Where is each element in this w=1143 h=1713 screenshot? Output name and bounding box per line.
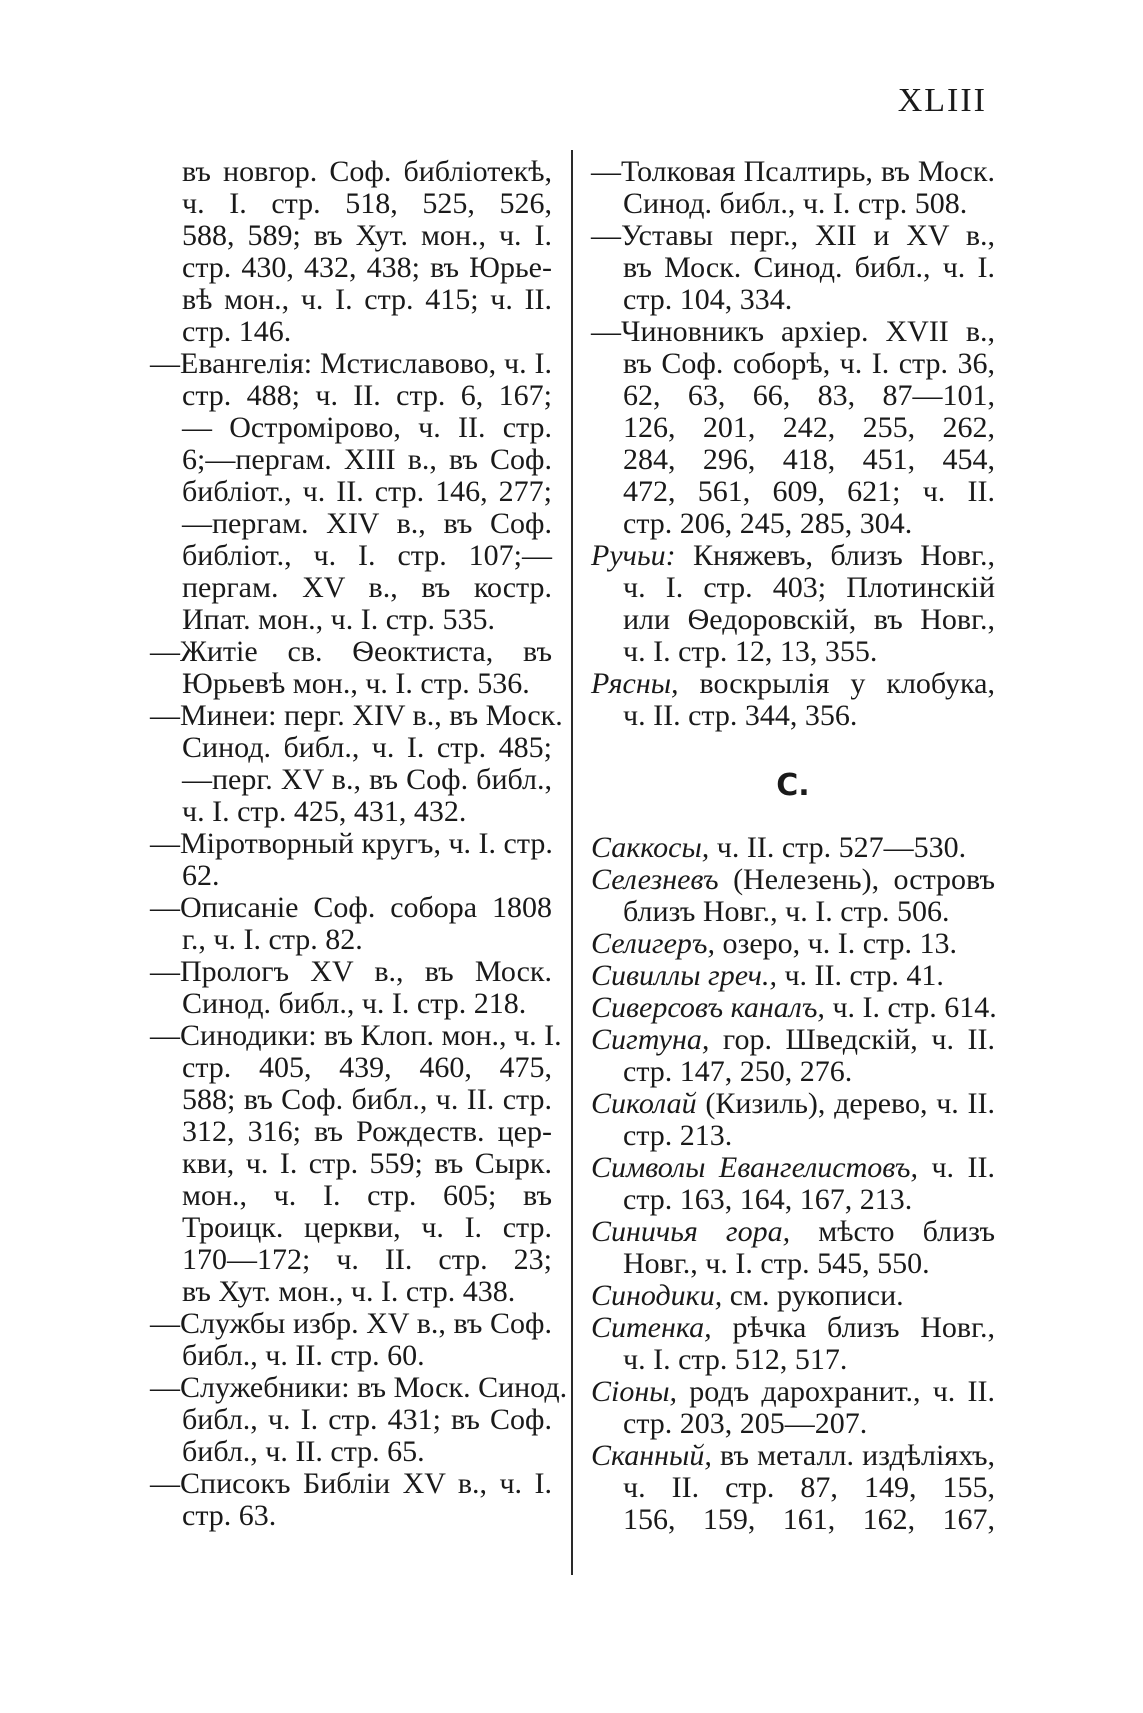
index-line: Синодики, см. рукописи.: [591, 1279, 904, 1312]
index-line: библ., ч. I. стр. 431; въ Соф.: [182, 1403, 552, 1436]
index-line: стр. 405, 439, 460, 475,: [182, 1051, 552, 1084]
index-line: ч. I. стр. 512, 517.: [623, 1343, 848, 1376]
section-letter-heading: С.: [776, 768, 810, 803]
index-line: —Описаніе Соф. собора 1808: [150, 891, 552, 924]
index-line: стр. 203, 205—207.: [623, 1407, 868, 1440]
index-line: библіот., ч. II. стр. 146, 277;: [182, 475, 552, 508]
index-line: —Міротворный кругъ, ч. I. стр.: [150, 827, 553, 860]
index-line: г., ч. I. стр. 82.: [182, 923, 363, 956]
index-line: въ Соф. соборѣ, ч. I. стр. 36,: [623, 347, 995, 380]
index-line: 284, 296, 418, 451, 454,: [623, 443, 995, 476]
index-line: стр. 163, 164, 167, 213.: [623, 1183, 913, 1216]
index-line: вѣ мон., ч. I. стр. 415; ч. II.: [182, 283, 552, 316]
index-line: Синод. библ., ч. I. стр. 218.: [182, 987, 527, 1020]
left-column: [150, 155, 568, 1532]
index-line: Сканный, въ металл. издѣліяхъ,: [591, 1439, 995, 1472]
index-line: ч. II. стр. 87, 149, 155,: [623, 1471, 995, 1504]
index-line: Селигеръ, озеро, ч. I. стр. 13.: [591, 927, 958, 960]
index-line: кви, ч. I. стр. 559; въ Сырк.: [182, 1147, 552, 1180]
index-line: Сіоны, родъ дарохранит., ч. II.: [591, 1375, 995, 1408]
index-line: стр. 146.: [182, 315, 292, 348]
index-line: 588; въ Соф. библ., ч. II. стр.: [182, 1083, 552, 1116]
right-column: [591, 156, 995, 1536]
index-line: Селезневъ (Нелезень), островъ: [591, 863, 995, 896]
index-line: —перг. XV в., въ Соф. библ.,: [182, 763, 552, 796]
right-column-entries-r: [591, 156, 995, 732]
page-number: XLIII: [897, 82, 987, 119]
index-line: библ., ч. II. стр. 65.: [182, 1435, 425, 1468]
index-line: —Служебники: въ Моск. Синод.: [150, 1371, 568, 1404]
index-line: Ипат. мон., ч. I. стр. 535.: [182, 603, 496, 636]
index-line: Синод. библ., ч. I. стр. 485;: [182, 731, 552, 764]
index-line: — Остромірово, ч. II. стр.: [182, 411, 552, 444]
index-line: стр. 63.: [182, 1499, 277, 1532]
index-line: мон., ч. I. стр. 605; въ: [182, 1179, 552, 1212]
index-line: Троицк. церкви, ч. I. стр.: [182, 1211, 552, 1244]
index-line: —Минеи: перг. XIV в., въ Моск.: [150, 699, 563, 732]
index-line: пергам. XV в., въ костр.: [182, 571, 552, 604]
index-line: библіот., ч. I. стр. 107;—: [182, 539, 552, 572]
index-line: 126, 201, 242, 255, 262,: [623, 411, 995, 444]
index-line: стр. 147, 250, 276.: [623, 1055, 853, 1088]
right-column-entries-s: [591, 832, 995, 1536]
index-line: Юрьевѣ мон., ч. I. стр. 536.: [182, 667, 530, 700]
index-line: Сиколай (Кизиль), дерево, ч. II.: [591, 1087, 995, 1120]
index-line: стр. 104, 334.: [623, 283, 793, 316]
index-line: Сигтуна, гор. Шведскій, ч. II.: [591, 1023, 995, 1056]
index-line: ч. II. стр. 344, 356.: [623, 699, 858, 732]
index-line: —Синодики: въ Клоп. мон., ч. I.: [150, 1019, 562, 1052]
index-line: 472, 561, 609, 621; ч. II.: [623, 475, 995, 508]
index-line: ч. I. стр. 425, 431, 432.: [182, 795, 467, 828]
index-line: 62, 63, 66, 83, 87—101,: [623, 379, 995, 412]
index-line: въ Моск. Синод. библ., ч. I.: [623, 251, 995, 284]
index-line: —пергам. XIV в., въ Соф.: [182, 507, 552, 540]
index-line: —Чиновникъ архіер. XVII в.,: [591, 315, 995, 348]
index-line: —Толковая Псалтирь, въ Моск.: [591, 155, 995, 188]
index-line: —Службы избр. XV в., въ Соф.: [150, 1307, 552, 1340]
index-line: ч. I. стр. 518, 525, 526,: [182, 187, 552, 220]
index-line: или Ѳедоровскій, въ Новг.,: [623, 603, 995, 636]
index-line: 156, 159, 161, 162, 167,: [623, 1503, 995, 1536]
index-line: Саккосы, ч. II. стр. 527—530.: [591, 831, 967, 864]
index-line: стр. 206, 245, 285, 304.: [623, 507, 913, 540]
index-line: —Уставы перг., XII и XV в.,: [591, 219, 995, 252]
index-line: 6;—пергам. XIII в., въ Соф.: [182, 443, 552, 476]
index-line: ч. I. стр. 403; Плотинскій: [623, 571, 995, 604]
index-line: въ новгор. Соф. библіотекѣ,: [182, 155, 552, 188]
index-line: —Прологъ XV в., въ Моск.: [150, 955, 552, 988]
index-line: —Житіе св. Ѳеоктиста, въ: [150, 635, 552, 668]
column-divider: [571, 150, 573, 1575]
index-line: Синод. библ., ч. I. стр. 508.: [623, 187, 968, 220]
index-line: ч. I. стр. 12, 13, 355.: [623, 635, 878, 668]
index-line: Сивиллы греч., ч. II. стр. 41.: [591, 959, 944, 992]
index-line: 62.: [182, 859, 220, 892]
index-line: библ., ч. II. стр. 60.: [182, 1339, 425, 1372]
index-line: близъ Новг., ч. I. стр. 506.: [623, 895, 950, 928]
index-line: 170—172; ч. II. стр. 23;: [182, 1243, 552, 1276]
index-line: —Евангелія: Мстиславово, ч. I.: [150, 347, 552, 380]
index-line: стр. 430, 432, 438; въ Юрье-: [182, 251, 552, 284]
index-line: 588, 589; въ Хут. мон., ч. I.: [182, 219, 552, 252]
index-line: Сиверсовъ каналъ, ч. I. стр. 614.: [591, 991, 997, 1024]
index-line: 312, 316; въ Рождеств. цер-: [182, 1115, 552, 1148]
index-line: Рясны, воскрылія у клобука,: [591, 667, 995, 700]
index-line: —Списокъ Библіи XV в., ч. I.: [150, 1467, 552, 1500]
index-line: Синичья гора, мѣсто близъ: [591, 1215, 995, 1248]
index-line: Символы Евангелистовъ, ч. II.: [591, 1151, 995, 1184]
index-line: въ Хут. мон., ч. I. стр. 438.: [182, 1275, 516, 1308]
index-line: Ситенка, рѣчка близъ Новг.,: [591, 1311, 995, 1344]
index-line: стр. 213.: [623, 1119, 733, 1152]
index-line: Ручьи: Княжевъ, близъ Новг.,: [591, 539, 995, 572]
index-line: стр. 488; ч. II. стр. 6, 167;: [182, 379, 552, 412]
index-line: Новг., ч. I. стр. 545, 550.: [623, 1247, 930, 1280]
